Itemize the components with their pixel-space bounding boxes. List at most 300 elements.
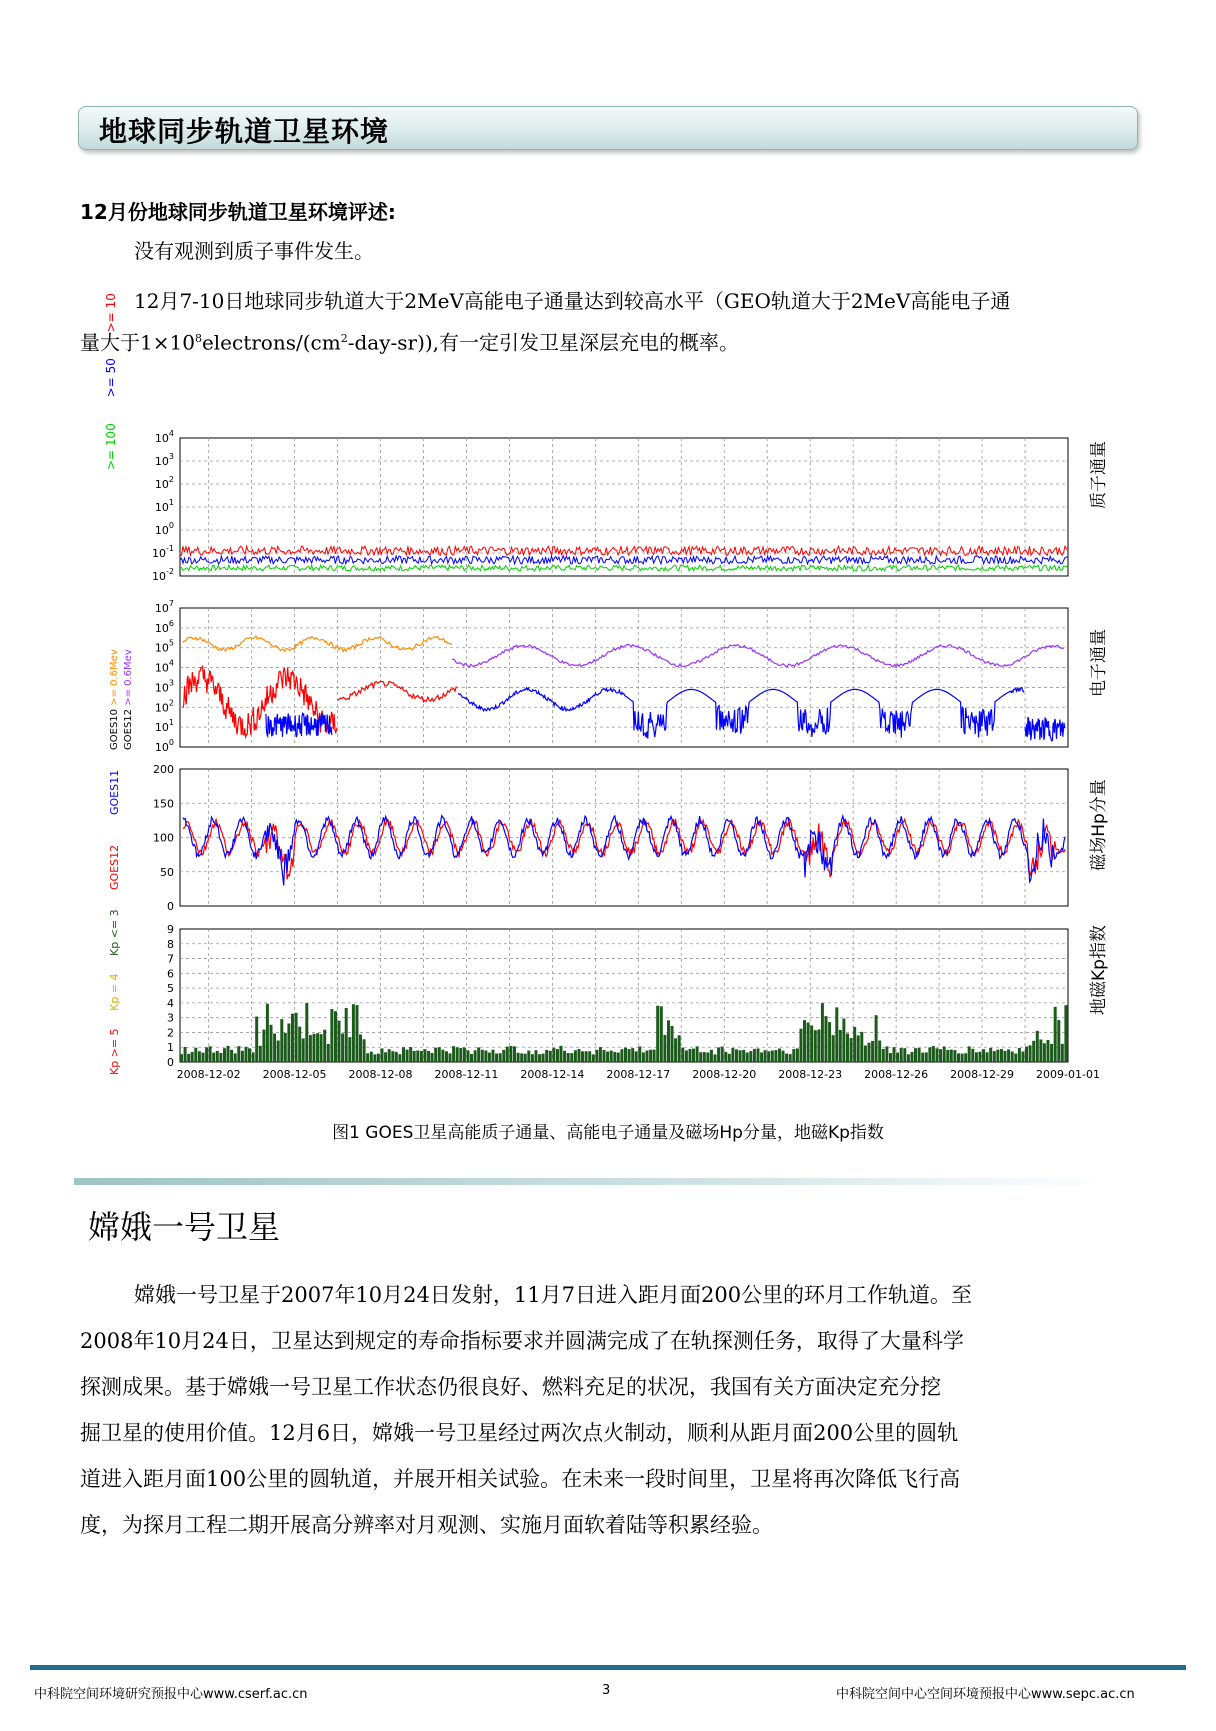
kp-bar: [631, 1048, 634, 1062]
paragraph-electron-line2: 量大于$1\times 10^8electrons/(cm^2-day-sr)$),有一定引发卫星深层充电的概率。: [80, 330, 740, 355]
kp-bar: [703, 1052, 706, 1062]
kp-bar: [620, 1049, 623, 1062]
kp-bar: [889, 1053, 892, 1062]
kp-bar: [187, 1054, 190, 1062]
kp-bar: [588, 1051, 591, 1062]
kp-bar: [760, 1052, 763, 1062]
kp-bar: [882, 1049, 885, 1062]
kp-bar: [277, 1041, 280, 1063]
kp-bar: [416, 1051, 419, 1063]
kp-bar: [320, 1034, 323, 1062]
kp-bar: [481, 1050, 484, 1062]
kp-bar: [993, 1051, 996, 1062]
kp-bar: [953, 1050, 956, 1062]
kp-tick-label: 1: [167, 1041, 174, 1055]
kp-bar: [764, 1050, 767, 1062]
kp-bar: [868, 1043, 871, 1062]
kp-bar: [470, 1054, 473, 1062]
kp-bar: [359, 1035, 362, 1063]
kp-tick-label: 2: [167, 1026, 174, 1040]
electron-tick-label: $10^2$: [154, 698, 174, 715]
kp-bar: [280, 1019, 283, 1062]
electron-tick-label: $10^7$: [154, 599, 174, 615]
kp-bar: [194, 1048, 197, 1062]
proton-tick-label: $10^{-2}$: [152, 567, 174, 583]
electron-tick-label: $10^0$: [154, 738, 174, 754]
date-tick-label: 2008-12-29: [950, 1068, 1015, 1081]
chang-e-line-2: 2008年10月24日，卫星达到规定的寿命指标要求并圆满完成了在轨探测任务，取得了大量科学: [80, 1329, 964, 1353]
kp-bar: [728, 1054, 731, 1062]
kp-bar: [1004, 1051, 1007, 1062]
kp-bar: [1011, 1052, 1014, 1063]
kp-tick-label: 0: [167, 1056, 174, 1069]
proton-tick-label: $10^{-1}$: [152, 544, 174, 560]
proton-tick-label: $10^2$: [154, 475, 174, 491]
hp-legend-goes12: GOES12: [108, 844, 121, 890]
proton-legend: >= 100 >= 50 >= 10: [104, 293, 118, 470]
footer-page-number: 3: [602, 1683, 611, 1698]
hp-legend-goes11: GOES11: [108, 769, 121, 815]
date-tick-label: 2008-12-14: [520, 1068, 585, 1081]
kp-bar: [975, 1052, 978, 1062]
chang-e-title: 嫦娥一号卫星: [88, 1208, 281, 1246]
kp-bar: [986, 1052, 989, 1062]
kp-bar: [1018, 1048, 1021, 1062]
kp-bar: [746, 1053, 749, 1063]
kp-bar: [681, 1048, 684, 1062]
kp-bar: [610, 1051, 613, 1062]
kp-bar: [903, 1048, 906, 1062]
kp-bar: [939, 1049, 942, 1062]
kp-bar: [191, 1052, 194, 1062]
kp-bar: [828, 1022, 831, 1062]
kp-bar: [459, 1048, 462, 1062]
kp-bar: [696, 1046, 699, 1062]
kp-bar: [578, 1049, 581, 1062]
kp-bar: [871, 1041, 874, 1062]
kp-bar: [334, 1011, 337, 1062]
kp-bar: [757, 1048, 760, 1062]
kp-bar: [1000, 1049, 1003, 1062]
kp-bar: [180, 1054, 183, 1062]
kp-bar: [982, 1049, 985, 1062]
kp-bar: [692, 1049, 695, 1062]
kp-legend: Kp >= 5 Kp = 4 Kp <= 3: [108, 909, 121, 1075]
kp-bar: [570, 1053, 573, 1062]
kp-tick-label: 5: [167, 982, 174, 996]
kp-bar: [438, 1047, 441, 1062]
kp-bar: [248, 1048, 251, 1062]
kp-bar: [1050, 1044, 1053, 1062]
kp-bar: [914, 1048, 917, 1062]
kp-bar: [391, 1051, 394, 1062]
kp-bar: [420, 1051, 423, 1062]
kp-bar: [513, 1046, 516, 1062]
kp-bar: [302, 1038, 305, 1062]
kp-bar: [567, 1053, 570, 1062]
date-tick-label: 2008-12-23: [778, 1068, 843, 1081]
kp-bar: [520, 1053, 523, 1062]
kp-bar: [184, 1047, 187, 1062]
kp-bar: [950, 1050, 953, 1062]
kp-bar: [785, 1054, 788, 1062]
kp-bar: [678, 1035, 681, 1062]
kp-bar: [234, 1053, 237, 1062]
kp-bar: [1032, 1041, 1035, 1062]
kp-bar: [205, 1047, 208, 1062]
kp-bar: [821, 1003, 824, 1062]
kp-bar: [499, 1053, 502, 1062]
kp-bar: [492, 1050, 495, 1062]
kp-bar: [395, 1052, 398, 1062]
kp-bar: [979, 1052, 982, 1062]
kp-bar: [266, 1004, 269, 1062]
kp-bar: [477, 1047, 480, 1062]
kp-bar: [402, 1047, 405, 1062]
kp-bar: [925, 1052, 928, 1062]
kp-bar: [814, 1030, 817, 1062]
kp-bar: [850, 1038, 853, 1062]
kp-bar: [305, 1003, 308, 1062]
kp-bar: [860, 1032, 863, 1062]
electron-tick-label: $10^3$: [154, 678, 174, 695]
kp-bar: [817, 1030, 820, 1063]
kp-bar: [560, 1046, 563, 1062]
kp-bar: [259, 1046, 262, 1062]
kp-bar: [1064, 1005, 1067, 1062]
kp-bar: [603, 1050, 606, 1062]
kp-tick-label: 9: [167, 923, 174, 936]
kp-bar: [463, 1048, 466, 1062]
kp-bar: [474, 1050, 477, 1062]
date-tick-label: 2008-12-11: [434, 1068, 499, 1081]
kp-bar: [531, 1054, 534, 1062]
kp-bar: [345, 1008, 348, 1062]
kp-bar: [273, 1034, 276, 1063]
kp-bar: [524, 1054, 527, 1062]
kp-bar: [739, 1050, 742, 1062]
kp-bar: [857, 1035, 860, 1062]
kp-bar: [964, 1053, 967, 1062]
kp-bar: [778, 1049, 781, 1063]
section-title: 地球同步轨道卫星环境: [99, 115, 390, 148]
kp-bar: [792, 1049, 795, 1062]
kp-bar: [699, 1052, 702, 1062]
kp-bar: [484, 1051, 487, 1063]
kp-bar: [270, 1025, 273, 1062]
kp-bar: [921, 1053, 924, 1062]
kp-bar: [341, 1034, 344, 1063]
proton-tick-label: $10^0$: [154, 521, 174, 537]
kp-bar: [1039, 1040, 1042, 1063]
kp-bar: [527, 1051, 530, 1062]
kp-bar: [363, 1039, 366, 1062]
proton-tick-label: $10^1$: [154, 498, 174, 514]
kp-bar: [1025, 1047, 1028, 1062]
kp-bar: [875, 1015, 878, 1062]
kp-bar: [352, 1004, 355, 1062]
kp-bar: [449, 1053, 452, 1062]
chang-e-line-6: 度，为探月工程二期开展高分辨率对月观测、实施月面软着陆等积累经验。: [80, 1513, 773, 1537]
kp-bar: [535, 1050, 538, 1062]
kp-bar: [413, 1051, 416, 1062]
date-tick-label: 2008-12-02: [176, 1068, 241, 1081]
kp-bar: [456, 1048, 459, 1063]
hp-tick-label: 50: [160, 865, 174, 879]
kp-tick-label: 8: [167, 937, 174, 951]
kp-bar: [585, 1051, 588, 1062]
kp-bar: [1054, 1007, 1057, 1062]
subheading: 12月份地球同步轨道卫星环境评述:: [80, 200, 396, 224]
proton-tick-label: $10^3$: [154, 452, 174, 468]
kp-bar: [706, 1053, 709, 1063]
kp-bar: [835, 1007, 838, 1062]
electron-legend-goes12: GOES12 >= 0.6Mev: [123, 649, 134, 750]
kp-bar: [209, 1046, 212, 1062]
kp-bar: [971, 1049, 974, 1062]
kp-bar: [628, 1049, 631, 1062]
kp-bar: [928, 1047, 931, 1062]
kp-bar: [674, 1038, 677, 1062]
kp-bar: [549, 1051, 552, 1062]
kp-bar: [731, 1048, 734, 1062]
date-tick-label: 2008-12-17: [606, 1068, 671, 1081]
kp-bar: [495, 1054, 498, 1063]
kp-bar: [298, 1027, 301, 1062]
kp-bar: [932, 1046, 935, 1062]
chang-e-line-3: 探测成果。基于嫦娥一号卫星工作状态仍很良好、燃料充足的状况，我国有关方面决定充分挖: [80, 1375, 941, 1399]
kp-bar: [255, 1017, 258, 1063]
kp-bar: [656, 1006, 659, 1062]
kp-bar: [846, 1034, 849, 1063]
kp-bar: [509, 1046, 512, 1062]
kp-bar: [202, 1053, 205, 1062]
kp-bar: [606, 1052, 609, 1062]
kp-bar: [284, 1033, 287, 1062]
hp-tick-label: 150: [153, 797, 174, 811]
electron-tick-label: $10^1$: [154, 718, 174, 735]
kp-bar: [649, 1050, 652, 1062]
kp-bar: [316, 1033, 319, 1062]
kp-bar: [545, 1050, 548, 1062]
kp-bar: [599, 1047, 602, 1062]
kp-bar: [452, 1046, 455, 1062]
section-divider: [74, 1178, 1114, 1185]
kp-bar: [878, 1041, 881, 1063]
kp-bar: [441, 1050, 444, 1062]
kp-bar: [667, 1020, 670, 1062]
kp-bar: [767, 1051, 770, 1062]
date-tick-label: 2008-12-05: [262, 1068, 327, 1081]
kp-bar: [1022, 1052, 1025, 1063]
kp-bar: [721, 1047, 724, 1062]
kp-bar: [373, 1054, 376, 1062]
kp-bar: [735, 1049, 738, 1062]
kp-bar: [853, 1027, 856, 1062]
figure-caption: 图1 GOES卫星高能质子通量、高能电子通量及磁场Hp分量，地磁Kp指数: [332, 1123, 884, 1143]
kp-bar: [714, 1054, 717, 1062]
kp-bar: [918, 1048, 921, 1062]
hp-tick-label: 0: [167, 900, 174, 913]
paragraph-electron-line1: 12月7-10日地球同步轨道大于2MeV高能电子通量达到较高水平（GEO轨道大于2MeV高能电子通: [134, 289, 1011, 313]
kp-bar: [989, 1048, 992, 1062]
kp-bar: [262, 1030, 265, 1062]
kp-bar: [252, 1052, 255, 1062]
kp-bar: [237, 1046, 240, 1062]
kp-bar: [538, 1054, 541, 1062]
chang-e-line-5: 道进入距月面100公里的圆轨道，并展开相关试验。在未来一段时间里，卫星将再次降低飞行高: [80, 1467, 961, 1491]
kp-bar: [356, 1005, 359, 1062]
kp-bar: [227, 1046, 230, 1062]
hp-tick-label: 200: [153, 763, 174, 776]
kp-bar: [900, 1048, 903, 1062]
kp-bar: [388, 1049, 391, 1062]
kp-bar: [796, 1048, 799, 1062]
panel-title-proton: 质子通量: [1089, 441, 1109, 509]
kp-bar: [653, 1050, 656, 1062]
kp-bar: [502, 1050, 505, 1062]
kp-bar: [774, 1050, 777, 1062]
kp-bar: [398, 1054, 401, 1062]
kp-bar: [896, 1053, 899, 1063]
kp-bar: [996, 1050, 999, 1062]
kp-bar: [330, 1009, 333, 1062]
hp-tick-label: 100: [153, 831, 174, 845]
proton-tick-label: $10^4$: [154, 429, 174, 445]
kp-tick-label: 3: [167, 1011, 174, 1025]
kp-bar: [832, 1035, 835, 1062]
kp-bar: [592, 1054, 595, 1062]
electron-tick-label: $10^6$: [154, 618, 174, 635]
kp-bar: [377, 1054, 380, 1062]
kp-bar: [613, 1052, 616, 1062]
kp-bar: [810, 1026, 813, 1063]
kp-bar: [771, 1051, 774, 1063]
kp-bar: [717, 1047, 720, 1062]
footer-left: 中科院空间环境研究预报中心www.cserf.ac.cn: [34, 1687, 308, 1702]
kp-bar: [968, 1046, 971, 1062]
kp-bar: [409, 1047, 412, 1062]
kp-bar: [241, 1051, 244, 1062]
kp-bar: [663, 1035, 666, 1062]
kp-bar: [642, 1052, 645, 1062]
kp-bar: [807, 1023, 810, 1063]
kp-bar: [936, 1048, 939, 1062]
kp-bar: [348, 1037, 351, 1062]
kp-bar: [646, 1051, 649, 1063]
kp-bar: [800, 1029, 803, 1062]
kp-bar: [782, 1051, 785, 1062]
date-tick-label: 2008-12-08: [348, 1068, 413, 1081]
kp-bar: [295, 1013, 298, 1062]
kp-bar: [542, 1054, 545, 1062]
kp-bar: [327, 1044, 330, 1062]
kp-bar: [638, 1046, 641, 1062]
kp-bar: [1029, 1045, 1032, 1062]
kp-bar: [907, 1054, 910, 1062]
kp-tick-label: 6: [167, 967, 174, 981]
kp-bar: [839, 1030, 842, 1062]
date-tick-label: 2009-01-01: [1036, 1068, 1100, 1081]
kp-bar: [287, 1024, 290, 1063]
kp-bar: [506, 1047, 509, 1062]
panel-title-electron: 电子通量: [1089, 629, 1109, 697]
kp-bar: [556, 1049, 559, 1062]
kp-bar: [864, 1046, 867, 1063]
kp-bar: [313, 1034, 316, 1062]
kp-bar: [431, 1053, 434, 1062]
kp-bar: [406, 1050, 409, 1062]
footer-rule: [30, 1665, 1186, 1670]
kp-bar: [517, 1053, 520, 1062]
electron-legend-goes10: GOES10 >= 0.6Mev: [109, 649, 120, 750]
panel-title-kp: 地磁Kp指数: [1089, 925, 1109, 1015]
kp-bar: [724, 1052, 727, 1062]
kp-bar: [710, 1050, 713, 1062]
kp-bar: [911, 1052, 914, 1062]
kp-bar: [216, 1051, 219, 1062]
kp-bar: [370, 1052, 373, 1062]
panel-title-hp: 磁场Hp分量: [1089, 779, 1109, 871]
kp-bar: [1057, 1020, 1060, 1062]
kp-bar: [1047, 1040, 1050, 1062]
kp-bar: [842, 1019, 845, 1063]
electron-tick-label: $10^4$: [154, 658, 174, 675]
kp-bar: [323, 1030, 326, 1062]
electron-tick-label: $10^5$: [154, 638, 174, 655]
kp-bar: [957, 1053, 960, 1062]
kp-bar: [624, 1048, 627, 1062]
kp-bar: [742, 1050, 745, 1062]
kp-bar: [488, 1053, 491, 1062]
kp-bar: [961, 1054, 964, 1062]
kp-bar: [427, 1051, 430, 1062]
kp-bar: [309, 1035, 312, 1062]
paragraph-proton: 没有观测到质子事件发生。: [134, 239, 374, 263]
date-tick-label: 2008-12-26: [864, 1068, 929, 1081]
kp-bar: [245, 1047, 248, 1062]
kp-bar: [230, 1050, 233, 1062]
date-tick-label: 2008-12-20: [692, 1068, 757, 1081]
kp-bar: [789, 1054, 792, 1062]
kp-bar: [424, 1049, 427, 1062]
kp-bar: [803, 1020, 806, 1062]
kp-bar: [366, 1053, 369, 1062]
kp-bar: [1061, 1044, 1064, 1062]
chang-e-line-4: 掘卫星的使用价值。12月6日，嫦娥一号卫星经过两次点火制动，顺利从距月面200公里的圆轨: [80, 1421, 959, 1445]
kp-bar: [563, 1051, 566, 1062]
kp-bar: [943, 1047, 946, 1063]
kp-bar: [689, 1049, 692, 1062]
kp-tick-label: 4: [167, 996, 174, 1010]
kp-bar: [223, 1048, 226, 1062]
kp-bar: [574, 1050, 577, 1062]
footer-right: 中科院空间中心空间环境预报中心www.sepc.ac.cn: [836, 1687, 1135, 1702]
kp-bar: [445, 1051, 448, 1062]
kp-bar: [671, 1026, 674, 1062]
kp-bar: [753, 1049, 756, 1062]
kp-bar: [893, 1047, 896, 1062]
kp-bar: [434, 1048, 437, 1062]
kp-bar: [617, 1053, 620, 1062]
kp-bar: [338, 1021, 341, 1062]
kp-tick-label: 7: [167, 952, 174, 966]
kp-bar: [885, 1046, 888, 1062]
kp-bar: [1007, 1049, 1010, 1062]
kp-bar: [1036, 1031, 1039, 1062]
kp-bar: [291, 1014, 294, 1062]
kp-bar: [198, 1051, 201, 1062]
